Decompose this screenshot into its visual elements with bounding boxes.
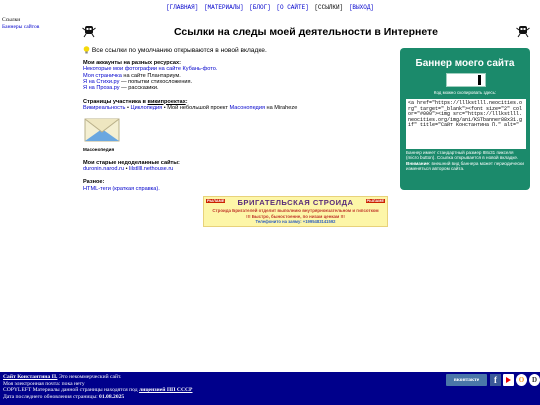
masonopedia-caption: Масонопедия (83, 147, 115, 153)
title-bar (82, 24, 530, 40)
cyclopedia-link[interactable]: Циклопедия (130, 104, 163, 111)
nav-blog[interactable]: [БЛОГ] (249, 4, 271, 11)
misc-heading: Разное: (83, 179, 105, 186)
nav-home[interactable]: [ГЛАВНАЯ] (165, 4, 199, 11)
main-content (83, 46, 388, 192)
nav-about[interactable]: [О САЙТЕ] (276, 4, 309, 11)
facebook-icon[interactable]: f (490, 374, 501, 386)
odnoklassniki-icon[interactable]: O (516, 374, 527, 386)
nethouse-link[interactable]: lilstllll.nethouse.ru (129, 166, 174, 173)
banner-desc-post: : внешний вид баннера может периодически изменяться автором сайта. (406, 160, 524, 172)
footer-text (3, 374, 192, 400)
footer-updated-label: Дата последнего обновления страницы: (3, 393, 100, 400)
stihi-link[interactable]: Я на Стихи.ру (83, 78, 120, 85)
footer-line-2: Моя электронная почта: пока нету (3, 380, 85, 387)
wiki-heading-link[interactable]: википроектах (147, 98, 186, 105)
project-text: Мой небольшой проект (167, 104, 230, 111)
narod-link[interactable]: duronin.narod.ru (83, 166, 125, 173)
banner-title: Баннер моего сайта (415, 58, 515, 69)
ad-strip[interactable] (203, 196, 388, 227)
sidebar (2, 17, 39, 31)
proza-text: — рассказики. (119, 85, 159, 92)
vk-icon[interactable]: вконтакте (446, 374, 487, 386)
wikireality-link[interactable]: Викиреальность (83, 104, 126, 111)
stihi-text: — попытки стихосложения. (119, 78, 193, 85)
banner-desc-pre: Баннер имеет стандартный размер 88х31 пикселя (micro button). Ссылка открывается в новой вкладке. (406, 150, 519, 161)
old-sites-line (83, 166, 388, 172)
proza-link[interactable]: Я на Проза.ру (83, 85, 120, 92)
page-title: Ссылки на следы моей деятельности в Интернете (173, 26, 439, 38)
ad-title: БРИГАТЕЛЬСКАЯ СТРОИДА (237, 198, 354, 207)
old-sep: • (124, 166, 130, 173)
accounts-heading: Мои аккаунты на разных ресурсах: (83, 60, 181, 67)
wiki-sep: • (162, 104, 168, 111)
envelope-icon[interactable] (83, 115, 121, 145)
footer-line-1 (3, 374, 192, 381)
footer-site-link[interactable]: Сайт Константина П. (3, 374, 58, 380)
youtube-icon[interactable] (503, 374, 514, 386)
sidebar-banners-link[interactable]: Баннеры сайтов (2, 24, 40, 30)
miraheze-text: на Miraheze (264, 104, 298, 111)
footer-license-link[interactable]: лицензией ПП СССР (138, 387, 193, 394)
wiki-heading-pre: Страницы участника в (83, 98, 148, 105)
site-banner-image[interactable] (446, 73, 486, 87)
footer-copyleft: COPYLEFT Материалы данной страницы находятся под (3, 387, 139, 394)
new-tab-note (83, 46, 388, 54)
note-text: Все ссылки по умолчанию открываются в новой вкладке. (91, 46, 267, 54)
nav-links-current: [ССЫЛКИ] (314, 4, 344, 11)
accounts-line-4 (83, 85, 388, 91)
ad-tag-right: РЫЛАМЕ (366, 199, 384, 203)
nav-exit[interactable]: [ВЫХОД] (348, 4, 375, 11)
plantarium-text: на сайте Плантариум. (121, 72, 181, 79)
masonopedia-link[interactable]: Масонопедия (229, 104, 265, 111)
ad-phone: Телефонито на заяму: +1995483141592 (255, 219, 336, 224)
footer (0, 372, 540, 405)
plantarium-link[interactable]: Моя страничка (83, 72, 122, 79)
banner-code-box[interactable]: <a href="https://lllkstlll.neocities.org" target="_blank"><font size="2" color="#000"><img src="https://lllkstlll.neocities.org/img/ani/KSTbanner88x31.gif" title="Сайт Константина П." alt=" (406, 99, 526, 149)
ad-tag-left: РЫЛАМЕ (207, 199, 225, 203)
footer-noncommercial: Это некоммерческий сайт. (57, 374, 122, 380)
wiki-line (83, 105, 388, 111)
footer-updated-date: 01.08.2025 (99, 393, 125, 400)
html-tags-link[interactable]: HTML-теги (краткая справка). (83, 185, 160, 192)
banner-desc-bold: Внимание (406, 160, 429, 166)
sidebar-label: Ссылки (2, 17, 21, 23)
d-icon[interactable]: D (529, 374, 540, 386)
wiki-heading-post: : (185, 98, 188, 105)
footer-line-4 (3, 394, 192, 401)
banner-description (406, 150, 526, 172)
top-nav (0, 4, 540, 11)
ad-text: Строида Бригателей отделит выполнию внутрярнокчательном и гипсотком !!! Быстро, быностоенне, по низам ценкам !!! (212, 208, 379, 219)
wiki-sep: • (125, 104, 131, 111)
lightbulb-icon (83, 46, 90, 54)
banner-copy-hint: Код можно скопировать здесь: (433, 90, 497, 95)
footer-line-3 (3, 387, 192, 394)
bug-icon (516, 24, 530, 38)
banner-panel (400, 48, 530, 190)
old-sites-heading: Мои старые недоделанные сайты: (83, 159, 180, 166)
kuban-photo-link[interactable]: Некоторые мои фотографии на сайте Кубань-фото. (83, 66, 218, 73)
nav-materials[interactable]: [МАТЕРИАЛЫ] (203, 4, 244, 11)
misc-line (83, 186, 388, 192)
